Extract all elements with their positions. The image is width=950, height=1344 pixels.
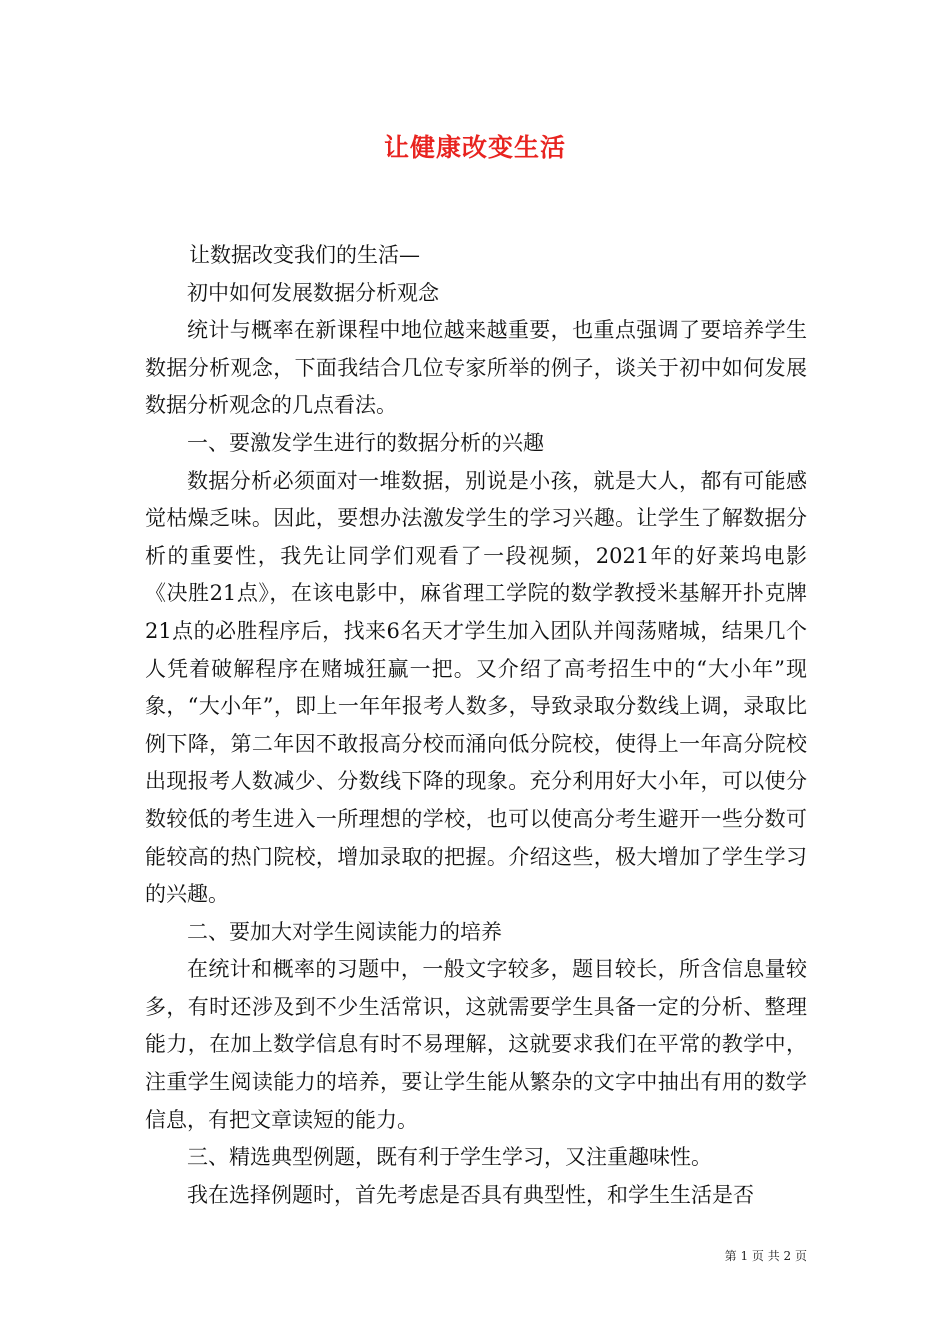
paragraph-intro: 统计与概率在新课程中地位越来越重要，也重点强调了要培养学生数据分析观念，下面我结合几位专家所举的例子，谈关于初中如何发展数据分析观念的几点看法。 bbox=[145, 318, 807, 418]
page-number-footer: 第 1 页 共 2 页 bbox=[724, 1249, 807, 1263]
section-heading-1: 一、要激发学生进行的数据分析的兴趣 bbox=[187, 430, 544, 455]
document-body bbox=[145, 237, 807, 1214]
paragraph-section-2: 在统计和概率的习题中，一般文字较多，题目较长，所含信息量较多，有时还涉及到不少生活常识，这就需要学生具备一定的分析、整理能力，在加上数学信息有时不易理解，这就要求我们在平常的教学中，注重学生阅读能力的培养，要让学生能从繁杂的文字中抽出有用的数学信息，有把文章读短的能力。 bbox=[145, 957, 807, 1132]
document-title: 让健康改变生活 bbox=[383, 133, 566, 162]
paragraph-subtitle-1: 让数据改变我们的生活— bbox=[189, 243, 420, 267]
section-heading-3: 三、精选典型例题，既有利于学生学习，又注重趣味性。 bbox=[187, 1145, 712, 1170]
paragraph-section-3: 我在选择例题时，首先考虑是否具有典型性，和学生生活是否 bbox=[187, 1182, 754, 1207]
paragraph-subtitle-2: 初中如何发展数据分析观念 bbox=[187, 280, 439, 305]
paragraph-section-1: 数据分析必须面对一堆数据，别说是小孩，就是大人，都有可能感觉枯燥乏味。因此，要想办法激发学生的学习兴趣。让学生了解数据分析的重要性，我先让同学们观看了一段视频，2021年的好莱坞电影《决胜21点》，在该电影中，麻省理工学院的数学教授米基解开扑克牌21点的必胜程序后，找来6名天才学生加入团队并闯荡赌城，结果几个人凭着破解程序在赌城狂赢一把。又介绍了高考招生中的“大小年”现象，“大小年”，即上一年年报考人数多，导致录取分数线上调，录取比例下降，第二年因不敢报高分校而涌向低分院校，使得上一年高分院校出现报考人数减少、分数线下降的现象。充分利用好大小年，可以使分数较低的考生进入一所理想的学校，也可以使高分考生避开一些分数可能较高的热门院校，增加录取的把握。介绍这些，极大增加了学生学习的兴趣。 bbox=[145, 468, 807, 907]
section-heading-2: 二、要加大对学生阅读能力的培养 bbox=[187, 919, 502, 944]
